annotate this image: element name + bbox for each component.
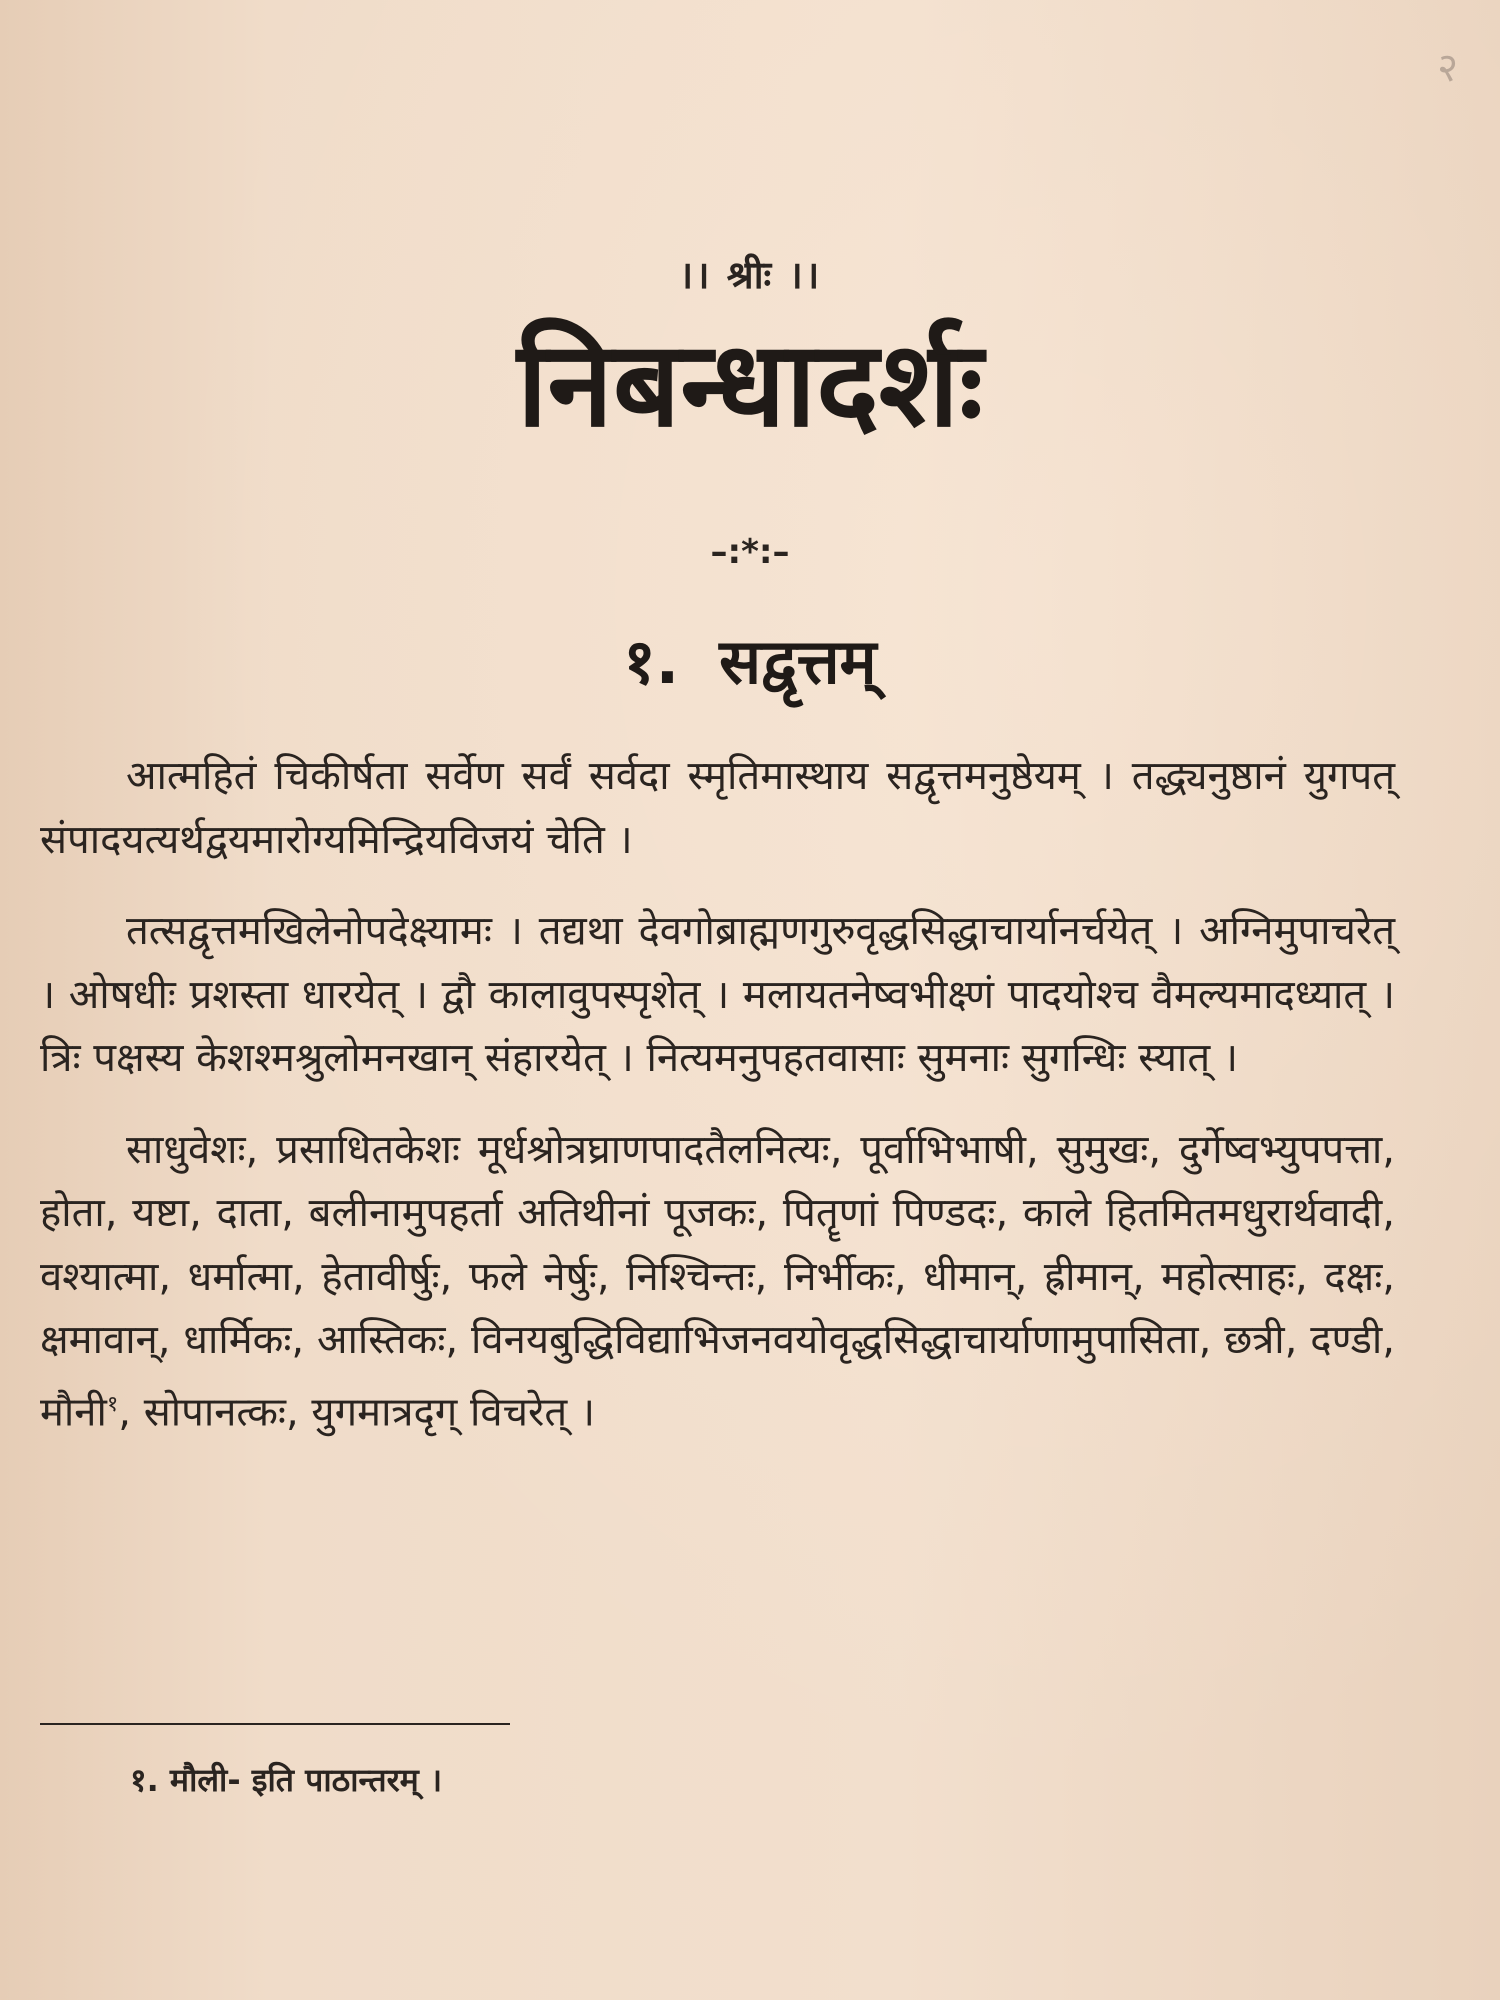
footnote-marker: १ [106,1391,119,1417]
paragraph: तत्सद्वृत्तमखिलेनोपदेक्ष्यामः । तद्यथा देवगोब्राह्मणगुरुवृद्धसिद्धाचार्यानर्चयेत् । अग्निमुपाचरेत् । ओषधीः प्रशस्ता धारयेत् । द्वौ कालावुपस्पृशेत् । मलायतनेष्वभीक्ष्णं पादयोश्च वैमल्यमादध्यात् । त्रिः पक्षस्य केशश्मश्रुलोमनखान् संहारयेत् । नित्यमनुपहतवासाः सुमनाः सुगन्धिः स्यात् । [40,908,1395,1081]
ornament-divider: –:*:– [710,532,790,572]
footnote-divider [40,1723,510,1725]
paragraph [40,1119,1395,1445]
footnote: १. मौली- इति पाठान्तरम् । [130,1761,443,1799]
page-title: निबन्धादर्शः [517,315,983,453]
page-number: २ [1437,45,1458,91]
chapter-title: सद्वृत्तम् [719,625,877,698]
invocation: ।। श्रीः ।। [678,253,822,297]
chapter-heading [0,618,1500,702]
paragraph-text: , सोपानत्कः, युगमात्रदृग् विचरेत् । [118,1388,596,1435]
chapter-number: १. [623,625,680,698]
paragraph: आत्महितं चिकीर्षता सर्वेण सर्वं सर्वदा स्मृतिमास्थाय सद्वृत्तमनुष्ठेयम् । तद्ध्यनुष्ठानं युगपत् संपादयत्यर्थद्वयमारोग्यमिन्द्रियविजयं चेति । [40,753,1395,863]
paragraph-text: साधुवेशः, प्रसाधितकेशः मूर्धश्रोत्रघ्राणपादतैलनित्यः, पूर्वाभिभाषी, सुमुखः, दुर्गेष्वभ्युपपत्ता, होता, यष्टा, दाता, बलीनामुपहर्ता अतिथीनां पूजकः, पितॄणां पिण्डदः, काले हितमितमधुरार्थवादी, वश्यात्मा, धर्मात्मा, हेतावीर्षुः, फले नेर्षुः, निश्चिन्तः, निर्भीकः, धीमान्, ह्रीमान्, महोत्साहः, दक्षः, क्षमावान्, धार्मिकः, आस्तिकः, विनयबुद्धिविद्याभिजनवयोवृद्धसिद्धाचार्याणामुपासिता, छत्री, दण्डी, मौनी [40,1126,1395,1435]
body-text [40,745,1395,1472]
